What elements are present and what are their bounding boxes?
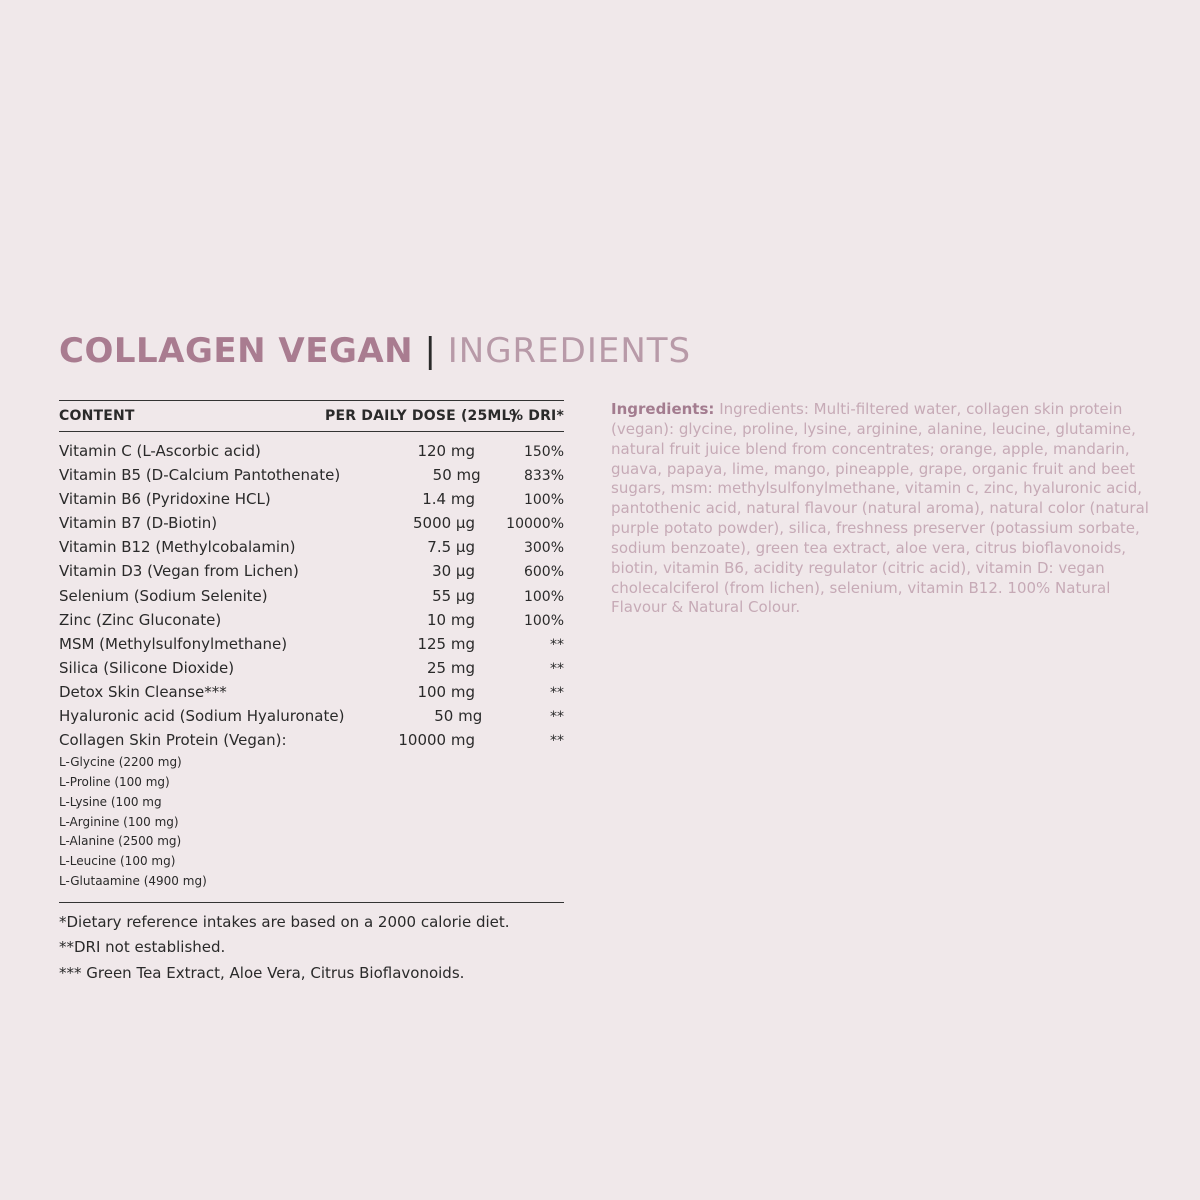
nutrient-dose: 50 mg [432,466,481,485]
table-row [59,611,564,635]
nutrient-dose: 25 mg [427,658,475,677]
nutrient-dose: 50 mg [434,707,483,726]
table-row [59,538,564,562]
page-title [59,330,691,372]
nutrient-name: Silica (Silicone Dioxide) [59,658,235,677]
nutrient-dri: 833% [523,468,564,485]
amino-acid-item: L-Arginine (100 mg) [59,814,179,829]
table-row [59,707,564,731]
nutrient-dose: 30 µg [432,562,475,581]
nutrient-name: Vitamin B12 (Methylcobalamin) [59,538,296,557]
table-row [59,442,564,466]
ingredients-text: Ingredients: Multi-filtered water, collagen skin protein (vegan): glycine, proline, lysine, arginine, alanine, leucine, glutamine, natural fruit juice blend from concentrates; orange, apple, mandarin, guava, papaya, lime, mango, pineapple, grape, organic fruit and beet sugars, msm: methylsulfonylmethane, vitamin c, zinc, hyaluronic acid, pantothenic acid, natural flavour (natural aroma), natural color (natural purple potato powder), silica, freshness preserver (potassium sorbate, sodium benzoate), green tea extract, aloe vera, citrus bioflavonoids, biotin, vitamin B6, acidity regulator (citric acid), vitamin D: vegan cholecalciferol (from lichen), selenium, vitamin B12. 100% Natural Flavour & Natural Colour. [611,400,1149,617]
header-content: CONTENT [59,408,135,424]
table-row [59,466,564,490]
nutrient-dose: 125 mg [417,634,475,653]
nutrient-name: Vitamin D3 (Vegan from Lichen) [59,562,299,581]
nutrient-name: Zinc (Zinc Gluconate) [59,610,222,629]
nutrient-dri: 150% [523,444,564,460]
nutrient-dose: 55 µg [432,586,475,605]
nutrient-dose: 1.4 mg [422,490,475,509]
amino-acid-list [59,755,564,902]
footnotes [59,903,564,990]
table-row [59,635,564,659]
amino-acid-item: L-Leucine (100 mg) [59,854,176,869]
nutrient-dri: 100% [523,612,564,629]
amino-acid-item: L-Glutaamine (4900 mg) [59,874,207,888]
table-row [59,683,564,707]
footnote-dri: *Dietary reference intakes are based on a 2000 calorie diet. [59,912,510,931]
nutrient-dri: 10000% [506,516,564,533]
nutrient-dri: ** [550,636,564,653]
nutrient-name: Collagen Skin Protein (Vegan): [59,731,287,750]
table-row [59,490,564,514]
nutrient-name: MSM (Methylsulfonylmethane) [59,634,288,653]
nutrient-name: Vitamin B7 (D-Biotin) [59,514,218,533]
nutrient-dose: 7.5 µg [427,538,475,557]
nutrient-dri: ** [550,684,564,701]
nutrient-dose: 100 mg [417,682,475,701]
nutrient-dose: 120 mg [417,442,475,460]
table-header-row [59,401,564,431]
nutrient-name: Hyaluronic acid (Sodium Hyaluronate) [59,707,345,726]
nutrient-name: Detox Skin Cleanse*** [59,682,227,701]
footnote-not-established: **DRI not established. [59,938,226,957]
nutrient-dri: ** [550,660,564,677]
amino-acid-item: L-Alanine (2500 mg) [59,834,182,849]
title-separator: | [424,331,437,371]
table-row [59,659,564,683]
footnote-detox: *** Green Tea Extract, Aloe Vera, Citrus Bioflavonoids. [59,963,465,982]
nutrient-dri: ** [550,709,564,726]
table-row [59,562,564,586]
nutrient-name: Vitamin C (L-Ascorbic acid) [59,442,261,460]
ingredients-paragraph [611,400,1151,618]
header-dri: % DRI* [508,408,564,424]
amino-acid-item: L-Glycine (2200 mg) [59,755,182,770]
table-row [59,587,564,611]
nutrient-dose: 10 mg [427,610,475,629]
table-body [59,432,564,755]
nutrient-dri: ** [550,733,564,750]
nutrient-dri: 600% [523,564,564,581]
nutrient-name: Vitamin B5 (D-Calcium Pantothenate) [59,466,341,485]
nutrient-dose: 5000 µg [412,514,475,533]
table-row [59,514,564,538]
nutrient-name: Selenium (Sodium Selenite) [59,586,268,605]
nutrient-dri: 100% [523,588,564,605]
section-name: INGREDIENTS [447,331,692,371]
nutrition-table [59,400,564,989]
nutrient-dri: 100% [523,492,564,509]
amino-acid-item: L-Lysine (100 mg [59,794,162,809]
nutrient-dose: 10000 mg [398,731,475,750]
nutrient-dri: 300% [523,540,564,557]
ingredients-label: Ingredients: [611,400,715,418]
header-dose: PER DAILY DOSE (25ML) [325,408,518,424]
amino-acid-item: L-Proline (100 mg) [59,775,170,790]
table-row [59,731,564,755]
nutrient-name: Vitamin B6 (Pyridoxine HCL) [59,490,271,509]
product-name: COLLAGEN VEGAN [59,331,414,371]
